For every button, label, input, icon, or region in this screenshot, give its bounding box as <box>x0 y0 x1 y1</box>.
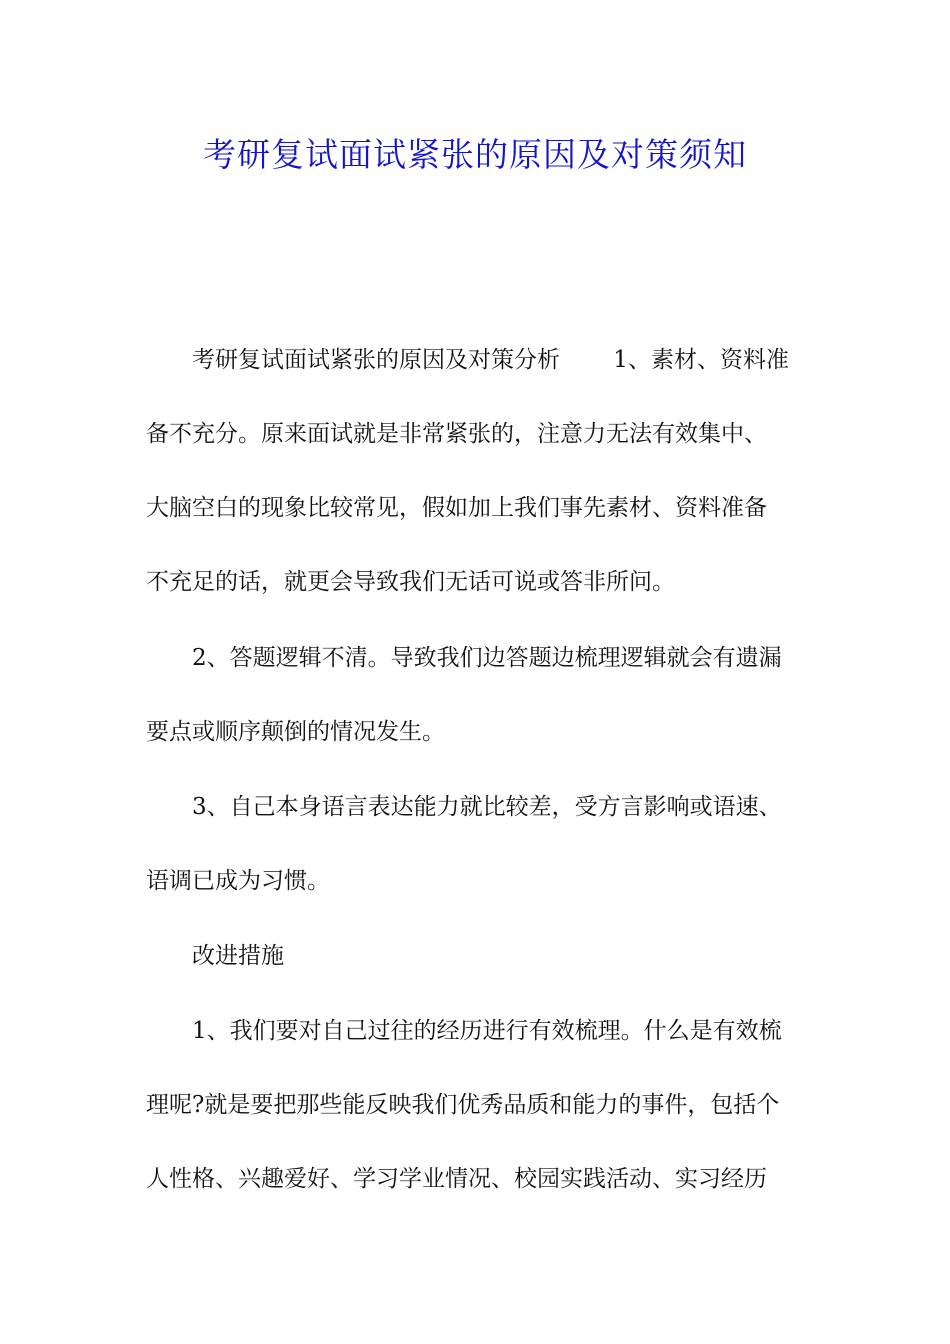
document-title: 考研复试面试紧张的原因及对策须知 <box>203 135 747 174</box>
section-heading-improvements: 改进措施 <box>192 943 284 969</box>
paragraph-4-line-3: 人性格、兴趣爱好、学习学业情况、校园实践活动、实习经历 <box>146 1166 767 1192</box>
paragraph-1-line-3: 大脑空白的现象比较常见，假如加上我们事先素材、资料准备 <box>146 495 767 521</box>
paragraph-1-line-2: 备不充分。原来面试就是非常紧张的，注意力无法有效集中、 <box>146 421 767 447</box>
paragraph-1-line-1: 考研复试面试紧张的原因及对策分析 1、素材、资料准 <box>192 347 789 373</box>
paragraph-4-line-1: 1、我们要对自己过往的经历进行有效梳理。什么是有效梳 <box>192 1018 782 1044</box>
paragraph-2-line-2: 要点或顺序颠倒的情况发生。 <box>146 719 445 745</box>
paragraph-4-line-2: 理呢?就是要把那些能反映我们优秀品质和能力的事件，包括个 <box>146 1092 780 1118</box>
paragraph-1-line-4: 不充足的话，就更会导致我们无话可说或答非所问。 <box>146 569 675 595</box>
paragraph-3-line-1: 3、自己本身语言表达能力就比较差，受方言影响或语速、 <box>192 794 782 820</box>
paragraph-2-line-1: 2、答题逻辑不清。导致我们边答题边梳理逻辑就会有遗漏 <box>192 645 782 671</box>
paragraph-3-line-2: 语调已成为习惯。 <box>146 868 330 894</box>
